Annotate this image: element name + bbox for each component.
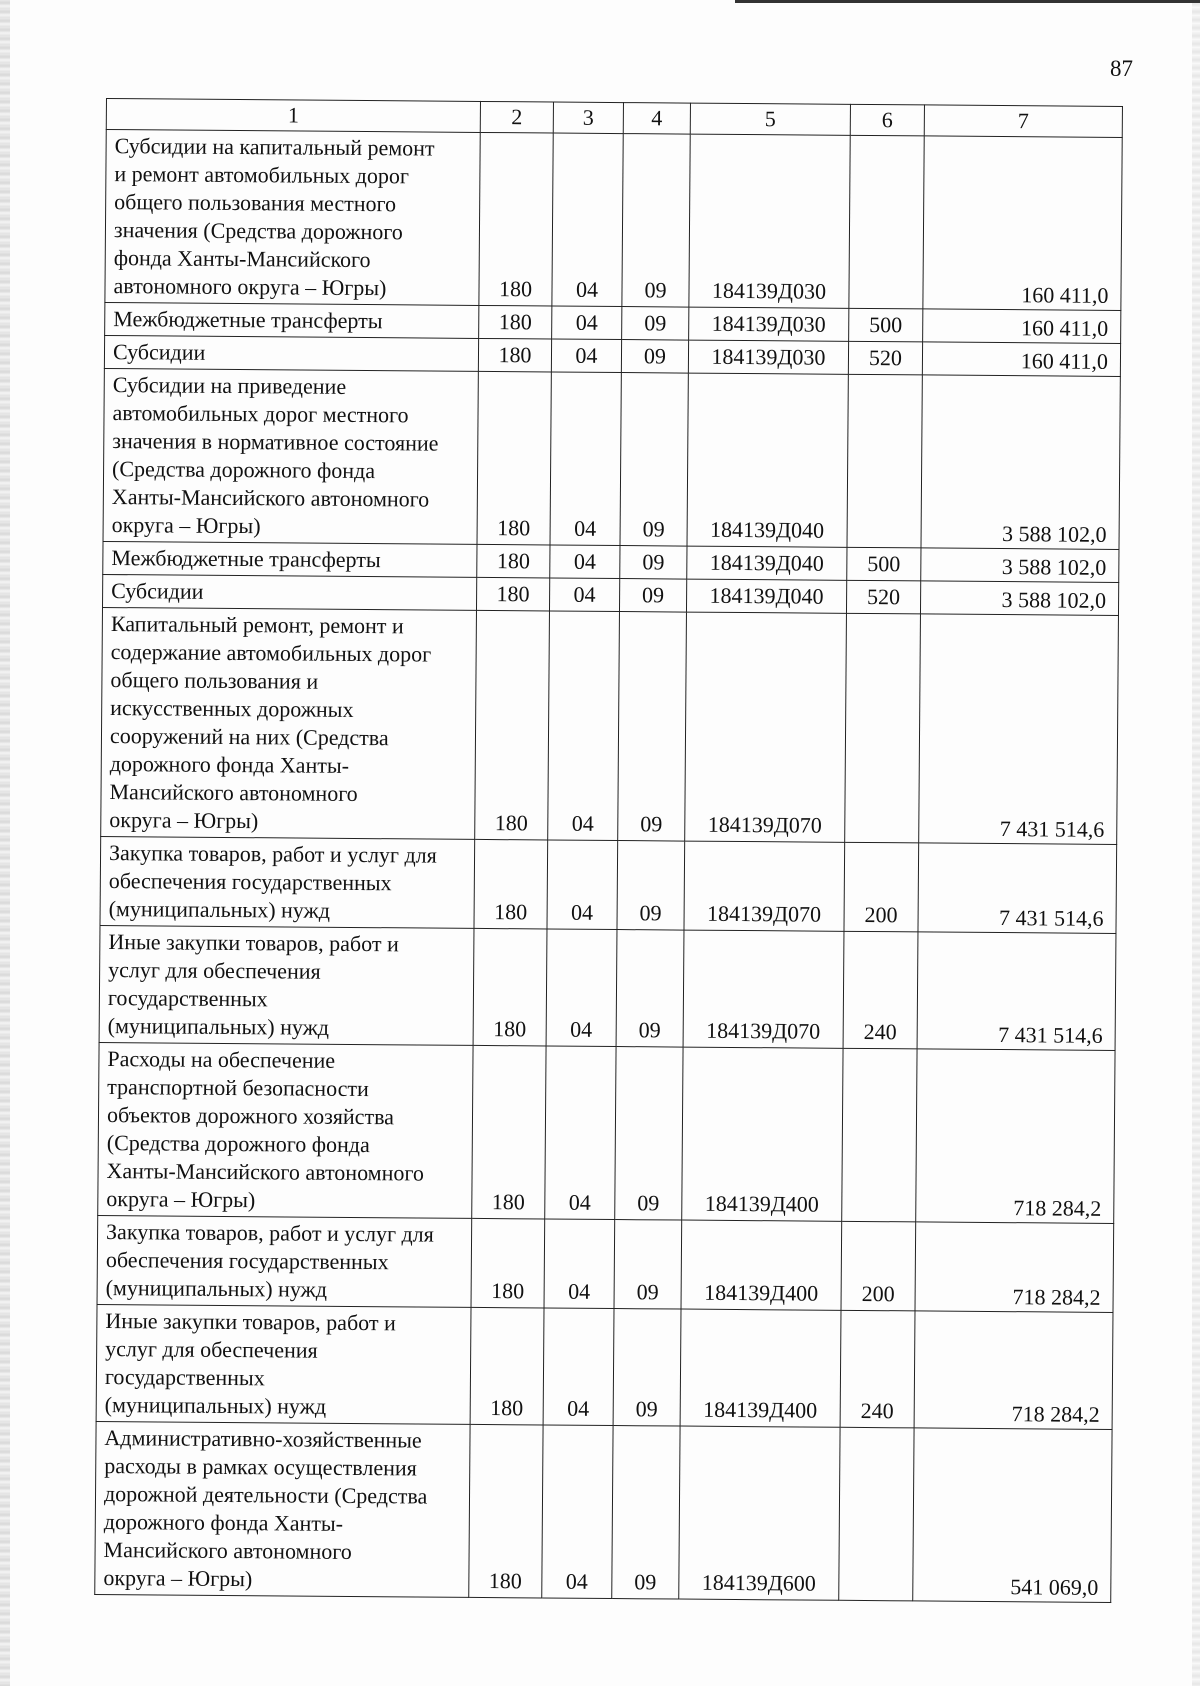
table-row [95,1421,1112,1602]
row-expense-type: 200 [841,1221,916,1311]
row-target-article: 184139Д400 [682,1047,843,1221]
row-section-code: 04 [545,1046,616,1220]
row-subsection-code: 09 [617,841,685,931]
row-section-code: 04 [550,372,621,546]
row-section-code: 04 [552,306,622,340]
row-subsection-code: 09 [615,1047,683,1221]
column-header-6: 6 [850,104,924,136]
row-name: Капитальный ремонт, ремонт и содержание автомобильных дорог общего пользования и искусственных дорожных сооружений на них (Средства дорожного фонда Ханты- Мансийского автономного округа – Югры) [101,607,477,839]
row-expense-type: 500 [847,547,921,581]
row-expense-type [839,1427,914,1601]
row-section-code: 04 [552,133,623,307]
table-row [99,925,1116,1050]
row-ministry-code: 180 [469,1424,543,1598]
row-name: Иные закупки товаров, работ и услуг для обеспечения государственных (муниципальных) нужд [99,925,474,1045]
row-ministry-code: 180 [474,839,548,929]
row-amount: 718 284,2 [915,1222,1114,1313]
row-name: Иные закупки товаров, работ и услуг для обеспечения государственных (муниципальных) нужд [96,1304,471,1424]
column-header-2: 2 [480,101,553,133]
table-row [96,1304,1113,1429]
row-target-article: 184139Д030 [689,134,850,308]
row-ministry-code: 180 [470,1307,544,1425]
scan-edge-left [0,0,10,1686]
row-ministry-code: 180 [479,132,553,306]
table-row [98,1042,1115,1223]
column-header-5: 5 [690,103,850,135]
column-header-1: 1 [106,99,480,133]
row-target-article: 184139Д040 [687,546,847,580]
row-section-code: 04 [551,339,621,373]
page-number: 87 [1110,56,1133,81]
row-section-code: 04 [547,840,618,930]
table-row [100,836,1117,933]
row-target-article: 184139Д030 [689,307,849,341]
row-target-article: 184139Д400 [680,1309,841,1427]
row-target-article: 184139Д030 [688,340,848,374]
row-name: Расходы на обеспечение транспортной безопасности объектов дорожного хозяйства (Средства дорожного фонда Ханты-Мансийского автономного округа – Югры) [98,1042,473,1218]
row-section-code: 04 [550,545,620,579]
row-amount: 160 411,0 [923,136,1122,311]
row-expense-type: 240 [843,931,918,1049]
row-section-code: 04 [546,929,617,1047]
row-name: Субсидии на капитальный ремонт и ремонт автомобильных дорог общего пользования местного значения (Средства дорожного фонда Ханты-Мансийского автономного округа – Югры) [105,130,480,306]
scan-edge-right [1192,0,1200,1686]
row-subsection-code: 09 [614,1220,682,1310]
row-subsection-code: 09 [621,340,688,374]
row-subsection-code: 09 [620,373,688,547]
row-name: Закупка товаров, работ и услуг для обеспечения государственных (муниципальных) нужд [100,836,475,928]
row-subsection-code: 09 [616,930,684,1048]
row-amount: 718 284,2 [914,1311,1113,1430]
row-amount: 541 069,0 [913,1428,1112,1603]
row-section-code: 04 [544,1219,615,1309]
row-subsection-code: 09 [620,546,687,580]
row-name: Субсидии [102,574,476,610]
row-amount: 718 284,2 [916,1049,1115,1224]
row-ministry-code: 180 [475,610,550,840]
row-ministry-code: 180 [476,577,549,611]
column-header-4: 4 [623,103,690,135]
row-name: Межбюджетные трансферты [105,302,479,338]
table-row [101,607,1119,844]
row-subsection-code: 09 [613,1309,681,1427]
row-ministry-code: 180 [477,371,551,545]
column-header-7: 7 [924,105,1122,138]
row-section-code: 04 [549,578,619,612]
row-target-article: 184139Д070 [683,930,844,1048]
row-target-article: 184139Д400 [681,1220,842,1310]
row-expense-type [849,135,924,309]
row-expense-type [845,613,921,843]
row-section-code: 04 [542,1425,613,1599]
row-name: Субсидии [104,335,478,371]
table-row [105,130,1122,311]
budget-table [94,98,1123,1603]
row-ministry-code: 180 [478,338,551,372]
budget-table-wrap [94,98,1122,1603]
table-body [95,130,1122,1603]
row-amount: 7 431 514,6 [919,614,1119,845]
row-target-article: 184139Д070 [685,612,847,842]
row-name: Субсидии на приведение автомобильных дорог местного значения в нормативное состояние (Средства дорожного фонда Ханты-Мансийского автономного округа – Югры) [103,368,478,544]
row-amount: 7 431 514,6 [917,932,1116,1051]
row-expense-type [847,374,922,548]
row-section-code: 04 [543,1308,614,1426]
row-subsection-code: 09 [619,579,686,613]
table-row [97,1215,1114,1312]
row-amount: 3 588 102,0 [921,375,1120,550]
row-subsection-code: 09 [612,1426,680,1600]
row-expense-type [842,1048,917,1222]
row-name: Межбюджетные трансферты [103,541,477,577]
row-expense-type: 200 [844,842,919,932]
row-amount: 3 588 102,0 [920,581,1118,616]
row-amount: 160 411,0 [922,342,1120,377]
row-ministry-code: 180 [471,1218,545,1308]
row-ministry-code: 180 [472,1045,546,1219]
row-ministry-code: 180 [479,305,552,339]
row-name: Закупка товаров, работ и услуг для обеспечения государственных (муниципальных) нужд [97,1215,472,1307]
column-header-3: 3 [553,102,623,134]
table-row [103,368,1120,549]
row-expense-type: 520 [848,341,922,375]
row-target-article: 184139Д040 [686,579,846,613]
row-amount: 160 411,0 [923,309,1121,344]
row-subsection-code: 09 [622,307,689,341]
row-expense-type: 500 [849,308,923,342]
row-expense-type: 240 [840,1310,915,1428]
row-expense-type: 520 [846,580,920,614]
row-amount: 7 431 514,6 [918,843,1117,934]
row-subsection-code: 09 [618,612,687,842]
row-section-code: 04 [548,611,620,841]
row-target-article: 184139Д070 [684,841,845,931]
row-target-article: 184139Д600 [679,1426,840,1600]
row-ministry-code: 180 [477,544,550,578]
row-ministry-code: 180 [473,928,547,1046]
row-amount: 3 588 102,0 [921,548,1119,583]
top-rule [735,0,1200,3]
row-name: Административно-хозяйственные расходы в рамках осуществления дорожной деятельности (Средства дорожного фонда Ханты- Мансийского автономного округа – Югры) [95,1421,470,1597]
row-subsection-code: 09 [622,134,690,308]
row-target-article: 184139Д040 [687,373,848,547]
